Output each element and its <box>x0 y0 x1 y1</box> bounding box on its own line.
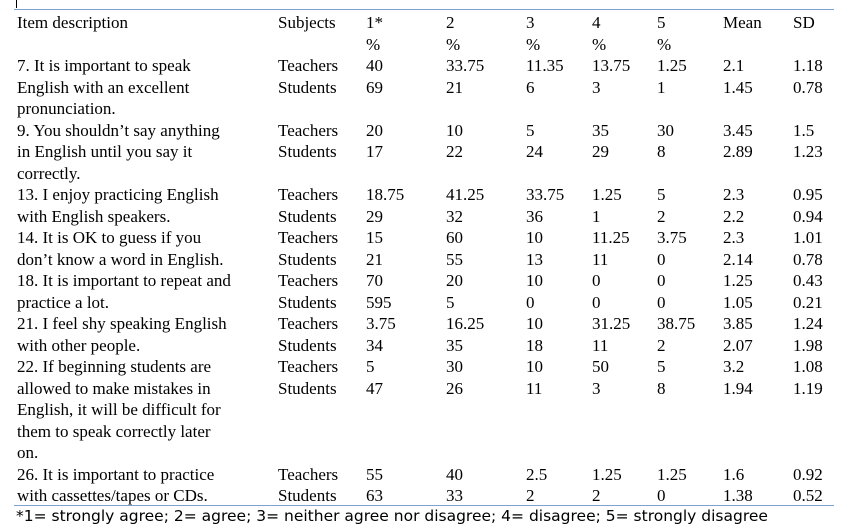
teachers-mean-value: 1.6 <box>723 464 745 484</box>
students-c4-value: 11 <box>592 249 609 269</box>
students-c3-value: 18 <box>526 335 543 355</box>
students-c2-value: 32 <box>446 206 463 226</box>
teachers-label: Teachers <box>278 185 339 204</box>
header-col-3-unit: % <box>526 34 541 54</box>
teachers-c5-value: 1.25 <box>657 464 687 484</box>
students-c4-value: 1 <box>592 206 601 226</box>
students-mean-value: 2.2 <box>723 206 745 226</box>
teachers-mean-value: 1.25 <box>723 271 753 290</box>
students-c5-value: 2 <box>657 206 666 226</box>
students-sd-value: 1.98 <box>793 335 823 355</box>
c5-cell <box>657 464 687 507</box>
c3-cell <box>526 356 543 399</box>
subjects-cell <box>278 227 338 270</box>
students-c2-value: 21 <box>446 77 463 97</box>
item-description <box>17 356 275 464</box>
header-col-2-unit: % <box>446 34 461 54</box>
c1-cell <box>366 313 396 356</box>
c1-cell <box>366 184 404 227</box>
header-subjects: Subjects <box>278 13 336 32</box>
students-c4-value: 11 <box>592 335 609 355</box>
teachers-c4-value: 1.25 <box>592 464 622 484</box>
item-description <box>17 270 275 313</box>
students-sd-value: 1.23 <box>793 142 823 161</box>
c5-cell <box>657 55 687 98</box>
students-c4-value: 29 <box>592 142 609 161</box>
teachers-c2-value: 60 <box>446 228 463 247</box>
header-col-3-number: 3 <box>526 13 535 32</box>
c2-cell <box>446 184 484 227</box>
c1-cell <box>366 227 383 270</box>
header-col-5-unit: % <box>657 34 672 54</box>
item-description-line: 22. If beginning students are <box>17 357 212 376</box>
item-description <box>17 55 275 120</box>
teachers-c4-value: 11.25 <box>592 228 630 247</box>
teachers-c5-value: 0 <box>657 271 666 290</box>
students-c2-value: 22 <box>446 142 463 161</box>
item-description-line: 13. I enjoy practicing English <box>17 185 219 204</box>
students-c5-value: 0 <box>657 249 666 269</box>
c3-cell <box>526 55 564 98</box>
students-c1-value: 29 <box>366 206 383 226</box>
item-description-line: 26. It is important to practice <box>17 464 215 484</box>
teachers-mean-value: 3.45 <box>723 120 753 140</box>
c5-cell <box>657 313 695 356</box>
students-c1-value: 21 <box>366 249 383 269</box>
teachers-mean-value: 2.3 <box>723 228 745 247</box>
c2-cell <box>446 464 463 507</box>
teachers-mean-value: 3.2 <box>723 357 745 376</box>
item-description-line: 21. I feel shy speaking English <box>17 314 227 333</box>
students-label: Students <box>278 142 337 161</box>
students-label: Students <box>278 378 337 398</box>
c2-cell <box>446 313 484 356</box>
teachers-c4-value: 0 <box>592 271 601 290</box>
subjects-cell <box>278 313 338 356</box>
item-description-line: allowed to make mistakes in <box>17 378 211 398</box>
c1-cell <box>366 120 383 163</box>
students-c5-value: 0 <box>657 292 666 312</box>
item-description-line: on. <box>17 443 39 462</box>
item-description-line: 7. It is important to speak <box>17 56 191 75</box>
teachers-sd-value: 0.43 <box>793 271 823 290</box>
item-description-line: practice a lot. <box>17 292 110 312</box>
c3-cell <box>526 313 543 356</box>
c2-cell <box>446 270 463 313</box>
c2-cell <box>446 356 463 399</box>
students-c3-value: 11 <box>526 378 543 398</box>
sd-cell <box>793 464 823 507</box>
teachers-c2-value: 16.25 <box>446 314 485 333</box>
students-c5-value: 8 <box>657 142 666 161</box>
subjects-cell <box>278 55 338 98</box>
students-sd-value: 0.21 <box>793 292 823 312</box>
students-mean-value: 1.94 <box>723 378 753 398</box>
teachers-c2-value: 20 <box>446 271 463 290</box>
teachers-sd-value: 1.24 <box>793 314 823 333</box>
header-col-1-number: 1* <box>366 13 383 32</box>
header-col-5-number: 5 <box>657 13 666 32</box>
c4-cell <box>592 464 622 507</box>
subjects-cell <box>278 270 338 313</box>
c4-cell <box>592 356 609 399</box>
students-c4-value: 0 <box>592 292 601 312</box>
c2-cell <box>446 55 484 98</box>
teachers-c5-value: 1.25 <box>657 56 687 75</box>
teachers-c5-value: 30 <box>657 120 674 140</box>
item-description <box>17 120 275 185</box>
header-col-2-number: 2 <box>446 13 455 32</box>
header-col-1-unit: % <box>366 34 381 54</box>
students-label: Students <box>278 77 337 97</box>
item-description-line: correctly. <box>17 163 81 183</box>
c1-cell <box>366 464 383 507</box>
students-mean-value: 1.38 <box>723 486 753 505</box>
mean-cell <box>723 227 753 270</box>
c5-cell <box>657 356 666 399</box>
students-c3-value: 36 <box>526 206 543 226</box>
teachers-c3-value: 10 <box>526 271 543 290</box>
item-description-line: them to speak correctly later <box>17 421 211 441</box>
teachers-c3-value: 10 <box>526 314 543 333</box>
c3-cell <box>526 120 543 163</box>
students-c3-value: 2 <box>526 486 535 505</box>
mean-cell <box>723 356 753 399</box>
students-mean-value: 2.89 <box>723 142 753 161</box>
teachers-mean-value: 3.85 <box>723 314 753 333</box>
item-description <box>17 227 275 270</box>
item-description-line: with cassettes/tapes or CDs. <box>17 486 208 505</box>
subjects-cell <box>278 184 338 227</box>
table-footnote: *1= strongly agree; 2= agree; 3= neither agree nor disagree; 4= disagree; 5= strongly disagree <box>16 507 768 525</box>
c5-cell <box>657 120 674 163</box>
teachers-sd-value: 0.92 <box>793 464 823 484</box>
students-c1-value: 63 <box>366 486 383 505</box>
teachers-label: Teachers <box>278 357 339 376</box>
students-c1-value: 69 <box>366 77 383 97</box>
teachers-c4-value: 35 <box>592 120 609 140</box>
students-c5-value: 8 <box>657 378 666 398</box>
students-c3-value: 24 <box>526 142 543 161</box>
header-col-5 <box>657 12 671 55</box>
subjects-cell <box>278 464 338 507</box>
teachers-c2-value: 40 <box>446 464 463 484</box>
teachers-c5-value: 5 <box>657 185 666 204</box>
teachers-c2-value: 33.75 <box>446 56 485 75</box>
mean-cell <box>723 464 753 507</box>
students-mean-value: 2.07 <box>723 335 753 355</box>
teachers-label: Teachers <box>278 228 339 247</box>
c5-cell <box>657 270 666 313</box>
teachers-label: Teachers <box>278 56 339 75</box>
students-label: Students <box>278 292 337 312</box>
teachers-c1-value: 40 <box>366 56 383 75</box>
item-description-line: with English speakers. <box>17 206 171 226</box>
students-sd-value: 0.78 <box>793 77 823 97</box>
students-label: Students <box>278 335 337 355</box>
teachers-c1-value: 3.75 <box>366 314 396 333</box>
sd-cell <box>793 356 823 399</box>
students-sd-value: 0.52 <box>793 486 823 505</box>
corner-tick <box>16 0 17 8</box>
header-col-4-number: 4 <box>592 13 601 32</box>
header-mean: Mean <box>723 13 762 32</box>
header-col-2 <box>446 12 460 55</box>
students-c2-value: 26 <box>446 378 463 398</box>
students-c2-value: 5 <box>446 292 455 312</box>
teachers-mean-value: 2.1 <box>723 56 745 75</box>
c4-cell <box>592 55 630 98</box>
header-col-1 <box>366 12 383 55</box>
item-description-line: 9. You shouldn’t say anything <box>17 120 220 140</box>
teachers-c3-value: 5 <box>526 120 535 140</box>
students-c3-value: 13 <box>526 249 543 269</box>
students-c5-value: 0 <box>657 486 666 505</box>
teachers-label: Teachers <box>278 271 339 290</box>
students-mean-value: 1.45 <box>723 77 753 97</box>
teachers-c2-value: 30 <box>446 357 463 376</box>
c4-cell <box>592 184 622 227</box>
item-description-line: with other people. <box>17 335 141 355</box>
students-c5-value: 2 <box>657 335 666 355</box>
students-c4-value: 2 <box>592 486 601 505</box>
teachers-c4-value: 31.25 <box>592 314 631 333</box>
students-c3-value: 6 <box>526 77 535 97</box>
c5-cell <box>657 184 666 227</box>
sd-cell <box>793 184 823 227</box>
teachers-c1-value: 20 <box>366 120 383 140</box>
item-description <box>17 313 275 356</box>
teachers-c1-value: 18.75 <box>366 185 405 204</box>
c4-cell <box>592 227 630 270</box>
item-description <box>17 464 275 507</box>
students-c3-value: 0 <box>526 292 535 312</box>
students-label: Students <box>278 206 337 226</box>
c1-cell <box>366 270 392 313</box>
teachers-sd-value: 1.18 <box>793 56 823 75</box>
teachers-c1-value: 55 <box>366 464 383 484</box>
teachers-c4-value: 50 <box>592 357 609 376</box>
teachers-label: Teachers <box>278 314 339 333</box>
c4-cell <box>592 313 630 356</box>
table-top-rule <box>14 9 834 10</box>
students-c2-value: 35 <box>446 335 463 355</box>
header-item-description: Item description <box>17 13 128 32</box>
header-col-3 <box>526 12 540 55</box>
teachers-c4-value: 13.75 <box>592 56 631 75</box>
item-description-line: English with an excellent <box>17 77 190 97</box>
sd-cell <box>793 227 823 270</box>
teachers-sd-value: 1.08 <box>793 357 823 376</box>
students-c5-value: 1 <box>657 77 666 97</box>
teachers-c2-value: 10 <box>446 120 463 140</box>
sd-cell <box>793 120 823 163</box>
item-description-line: English, it will be difficult for <box>17 400 221 419</box>
students-c1-value: 17 <box>366 142 383 161</box>
students-c4-value: 3 <box>592 378 601 398</box>
students-sd-value: 0.78 <box>793 249 823 269</box>
sd-cell <box>793 55 823 98</box>
item-description-line: don’t know a word in English. <box>17 249 224 269</box>
teachers-c1-value: 15 <box>366 228 383 247</box>
teachers-c1-value: 70 <box>366 271 383 290</box>
c1-cell <box>366 55 383 98</box>
subjects-cell <box>278 356 338 399</box>
c3-cell <box>526 464 547 507</box>
item-description-line: in English until you say it <box>17 142 193 161</box>
item-description-line: pronunciation. <box>17 99 116 118</box>
students-mean-value: 1.05 <box>723 292 753 312</box>
c4-cell <box>592 270 601 313</box>
teachers-sd-value: 1.01 <box>793 228 823 247</box>
mean-cell <box>723 184 744 227</box>
teachers-c5-value: 3.75 <box>657 228 687 247</box>
students-c1-value: 47 <box>366 378 383 398</box>
students-label: Students <box>278 249 337 269</box>
subjects-cell <box>278 120 338 163</box>
teachers-c2-value: 41.25 <box>446 185 485 204</box>
teachers-c3-value: 10 <box>526 228 543 247</box>
header-sd: SD <box>793 13 815 32</box>
teachers-c3-value: 11.35 <box>526 56 564 75</box>
teachers-label: Teachers <box>278 464 339 484</box>
item-description-line: 18. It is important to repeat and <box>17 271 231 290</box>
c1-cell <box>366 356 383 399</box>
c3-cell <box>526 270 543 313</box>
teachers-c3-value: 10 <box>526 357 543 376</box>
teachers-c5-value: 5 <box>657 357 666 376</box>
students-sd-value: 1.19 <box>793 378 823 398</box>
mean-cell <box>723 270 753 313</box>
item-description <box>17 184 275 227</box>
teachers-c4-value: 1.25 <box>592 185 622 204</box>
teachers-c1-value: 5 <box>366 357 375 376</box>
c3-cell <box>526 184 564 227</box>
teachers-sd-value: 1.5 <box>793 120 815 140</box>
c2-cell <box>446 227 463 270</box>
students-sd-value: 0.94 <box>793 206 823 226</box>
c4-cell <box>592 120 609 163</box>
c3-cell <box>526 227 543 270</box>
students-c2-value: 55 <box>446 249 463 269</box>
students-mean-value: 2.14 <box>723 249 753 269</box>
item-description-line: 14. It is OK to guess if you <box>17 228 202 247</box>
mean-cell <box>723 120 753 163</box>
sd-cell <box>793 313 823 356</box>
teachers-c3-value: 33.75 <box>526 185 565 204</box>
teachers-label: Teachers <box>278 120 339 140</box>
header-col-4-unit: % <box>592 34 607 54</box>
mean-cell <box>723 55 753 98</box>
students-c2-value: 33 <box>446 486 463 505</box>
students-label: Students <box>278 486 337 505</box>
students-c1-value: 34 <box>366 335 383 355</box>
teachers-mean-value: 2.3 <box>723 185 745 204</box>
mean-cell <box>723 313 753 356</box>
students-c4-value: 3 <box>592 77 601 97</box>
c2-cell <box>446 120 463 163</box>
teachers-c3-value: 2.5 <box>526 464 548 484</box>
header-col-4 <box>592 12 606 55</box>
teachers-c5-value: 38.75 <box>657 314 696 333</box>
teachers-sd-value: 0.95 <box>793 185 823 204</box>
sd-cell <box>793 270 823 313</box>
students-c1-value: 595 <box>366 292 392 312</box>
c5-cell <box>657 227 687 270</box>
